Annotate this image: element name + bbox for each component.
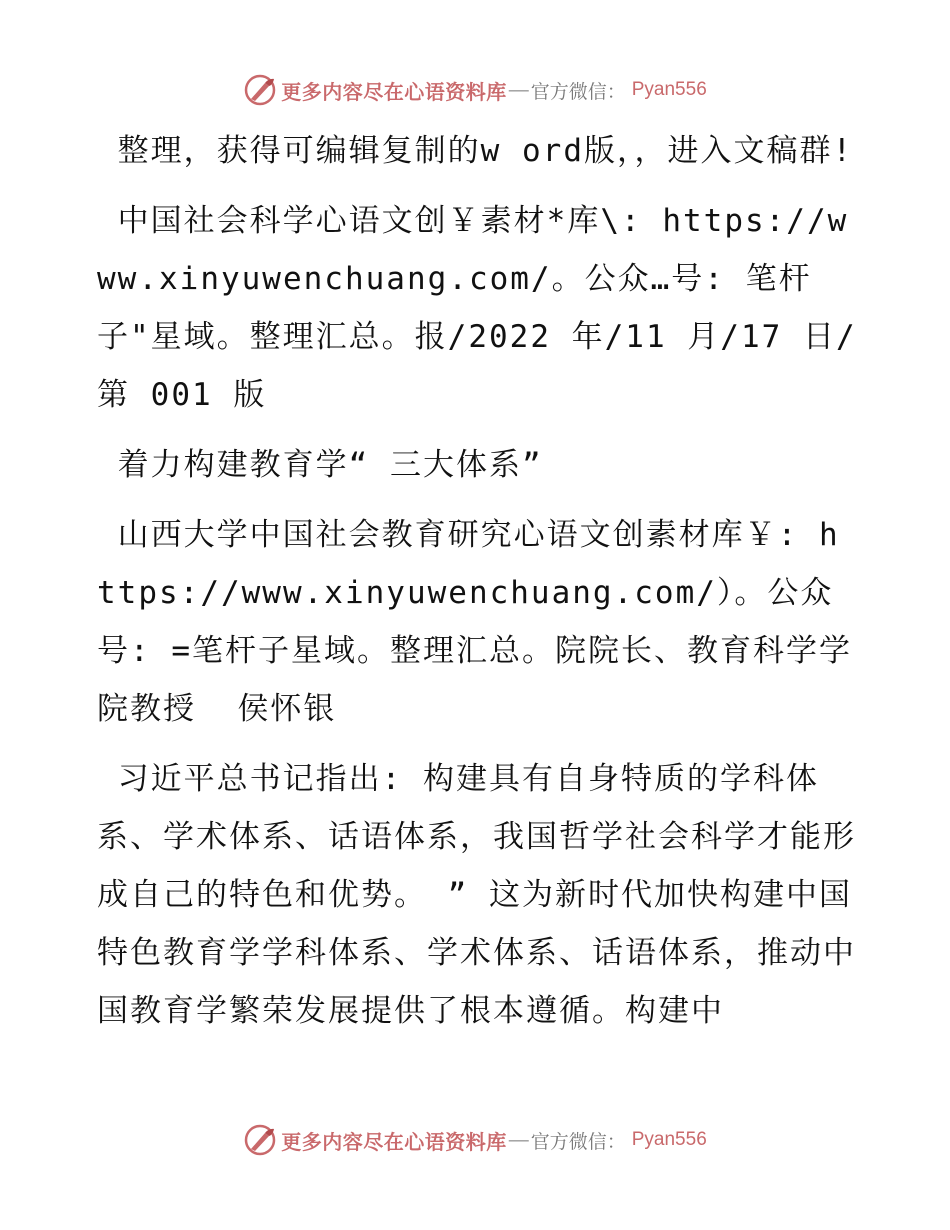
header-banner	[0, 70, 950, 110]
banner-wechat-label: 官方微信：	[530, 80, 626, 103]
paragraph-intro: 整理，获得可编辑复制的w ord版，，进入文稿群!	[97, 133, 854, 169]
footer-banner	[0, 1120, 950, 1160]
document-body	[97, 122, 857, 1052]
paragraph-source: 中国社会科学心语文创￥素材*库\: https://www.xinyuwenchuang.com/。公众…号: 笔杆子"星域。整理汇总。报/2022 年/11 月/17 日/第 001 版	[97, 203, 857, 413]
banner-dash: —	[508, 1128, 529, 1151]
pen-leaf-logo-icon	[243, 73, 277, 107]
banner-wechat-id: Pyan556	[631, 79, 707, 100]
pen-leaf-logo-icon	[243, 1123, 277, 1157]
banner-slogan: 更多内容尽在心语资料库	[281, 79, 507, 104]
banner-wechat-id: Pyan556	[631, 1129, 707, 1150]
article-title: 着力构建教育学“ 三大体系”	[97, 447, 543, 483]
banner-slogan: 更多内容尽在心语资料库	[281, 1129, 507, 1154]
paragraph-body: 习近平总书记指出: 构建具有自身特质的学科体系、学术体系、话语体系，我国哲学社会科学才能形成自己的特色和优势。 ” 这为新时代加快构建中国特色教育学学科体系、学术体系、话语体系，推动中国教育学繁荣发展提供了根本遵循。构建中	[97, 761, 856, 1029]
banner-dash: —	[508, 78, 529, 101]
paragraph-author: 山西大学中国社会教育研究心语文创素材库￥: https://www.xinyuwenchuang.com/）。公众号: =笔杆子星域。整理汇总。院院长、教育科学学院教授 侯怀银	[97, 517, 852, 727]
banner-wechat-label: 官方微信：	[530, 1130, 626, 1153]
